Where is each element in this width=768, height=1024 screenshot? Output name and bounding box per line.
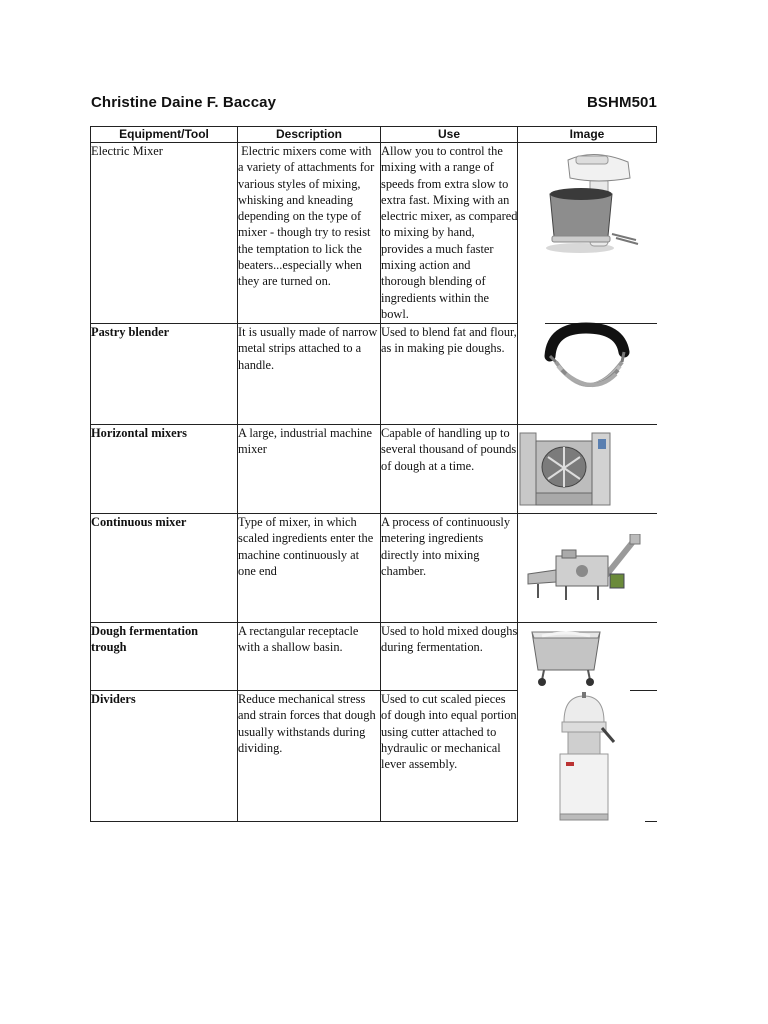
column-header-image: Image (569, 127, 605, 141)
equipment-description: It is usually made of narrow metal strips attached to a handle. (238, 325, 378, 372)
continuous-mixer-icon (526, 534, 642, 614)
fermentation-trough-icon (528, 626, 604, 688)
author-name: Christine Daine F. Baccay (91, 94, 277, 111)
equipment-name: Pastry blender (91, 325, 170, 339)
equipment-name: Dough fermentation trough (91, 624, 199, 655)
equipment-description: A large, industrial machine mixer (238, 426, 372, 457)
equipment-description: Electric mixers come with a variety of attachments for various styles of mixing, whisking and kneading depending on the type of mixer - though try to resist the temptation to lick the beaters...especially when they are turned on. (238, 144, 378, 289)
column-header-equipment: Equipment/Tool (119, 127, 209, 141)
equipment-name: Electric Mixer (91, 144, 163, 158)
equipment-use: Used to hold mixed doughs during fermentation. (381, 624, 518, 655)
divider-machine-icon (552, 692, 616, 822)
horizontal-mixer-icon (518, 427, 612, 511)
equipment-use: Used to cut scaled pieces of dough into equal portion using cutter attached to hydraulic or mechanical lever assembly. (381, 692, 517, 772)
equipment-name: Dividers (91, 692, 136, 706)
equipment-use: Allow you to control the mixing with a range of speeds from extra slow to extra fast. Mixing with an electric mixer, as compared to mixing by hand, provides a much faster mixing action and thorough blending of ingredients within the bowl. (381, 144, 518, 321)
column-header-description: Description (275, 127, 342, 141)
equipment-name: Horizontal mixers (91, 426, 188, 440)
equipment-name: Continuous mixer (91, 515, 187, 529)
column-header-use: Use (437, 127, 460, 141)
equipment-use: Capable of handling up to several thousand of pounds of dough at a time. (381, 426, 517, 473)
equipment-description: Reduce mechanical stress and strain forces that dough usually withstands during dividing. (238, 692, 376, 755)
equipment-use: A process of continuously metering ingredients directly into mixing chamber. (381, 515, 511, 578)
course-code: BSHM501 (587, 94, 657, 111)
equipment-description: Type of mixer, in which scaled ingredients enter the machine continuously at one end (238, 515, 374, 578)
pastry-blender-icon (540, 322, 632, 406)
equipment-description: A rectangular receptacle with a shallow basin. (238, 624, 359, 655)
electric-mixer-icon (528, 148, 644, 258)
equipment-use: Used to blend fat and flour, as in making pie doughs. (381, 325, 517, 356)
